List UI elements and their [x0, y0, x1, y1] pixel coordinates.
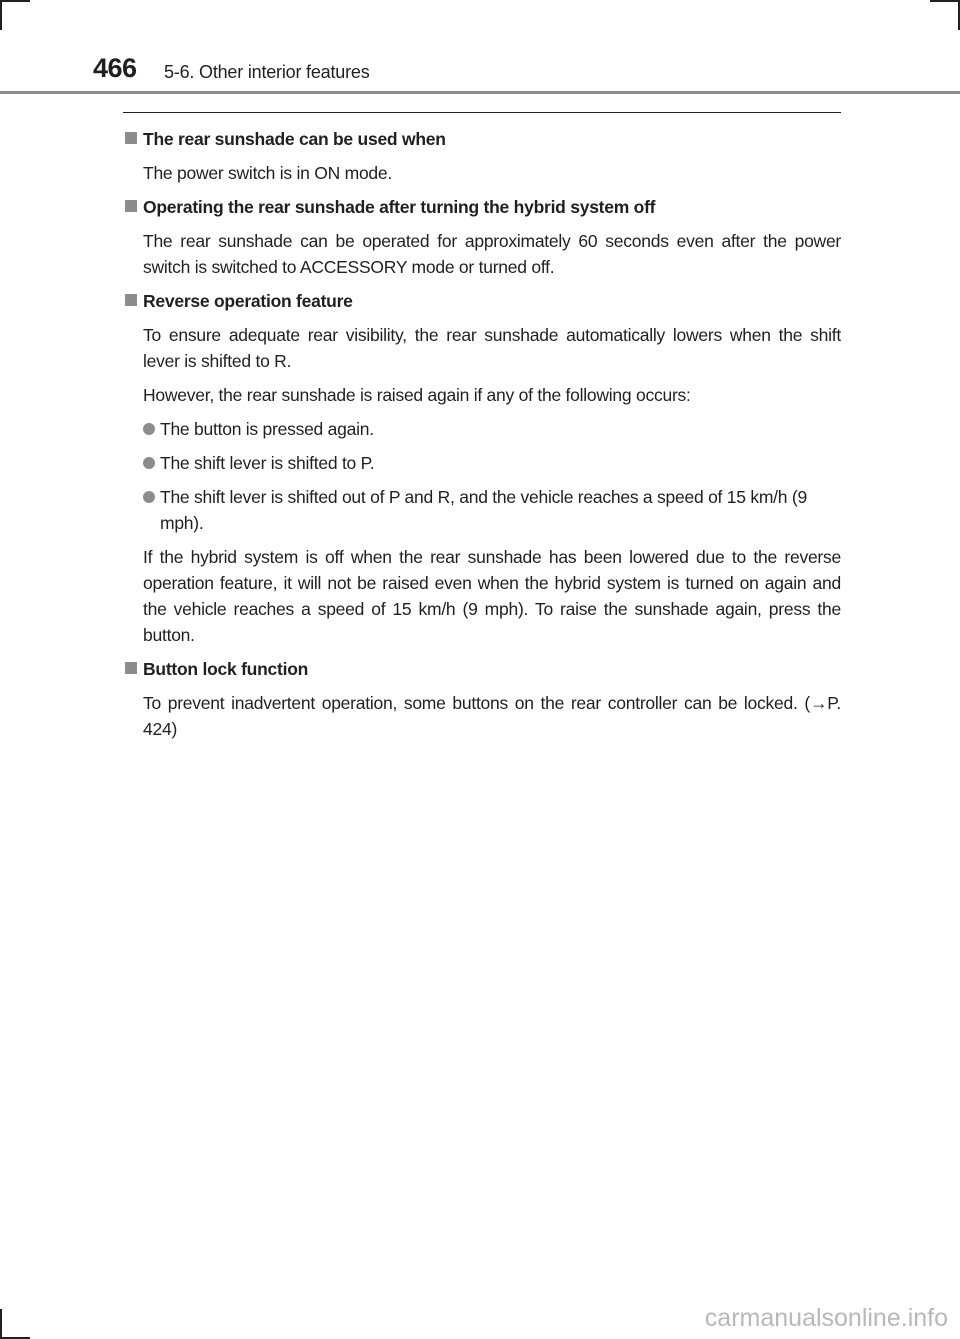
topic-button-lock — [125, 656, 841, 742]
square-bullet-icon — [125, 662, 137, 674]
content-rule — [123, 112, 841, 113]
paragraph: The power switch is in ON mode. — [143, 163, 393, 183]
page-content — [125, 126, 841, 750]
circle-bullet-icon — [143, 423, 155, 435]
circle-bullet-icon — [143, 491, 155, 503]
topic-heading-text: Reverse operation feature — [143, 291, 353, 311]
square-bullet-icon — [125, 132, 137, 144]
page-header — [0, 0, 960, 95]
watermark: carmanualsonline.info — [704, 1304, 948, 1332]
square-bullet-icon — [125, 200, 137, 212]
list-item — [143, 484, 841, 536]
list-item — [143, 450, 841, 476]
topic-reverse-operation — [125, 288, 841, 648]
list-item-text: The button is pressed again. — [160, 419, 374, 439]
paragraph: The rear sunshade can be operated for approximately 60 seconds even after the power switch is switched to ACCESSORY mode or turned off. — [143, 231, 841, 277]
page-number: 466 — [93, 53, 137, 83]
list-item-text: The shift lever is shifted out of P and R, and the vehicle reaches a speed of 15 km/h (9 mph). — [160, 487, 807, 533]
topic-heading — [125, 126, 841, 152]
topic-heading-text: The rear sunshade can be used when — [143, 129, 446, 149]
topic-heading — [125, 194, 841, 220]
square-bullet-icon — [125, 294, 137, 306]
list-item — [143, 416, 841, 442]
section-title: 5-6. Other interior features — [164, 62, 370, 82]
circle-bullet-icon — [143, 457, 155, 469]
topic-heading — [125, 288, 841, 314]
paragraph: To ensure adequate rear visibility, the rear sunshade automatically lowers when the shift lever is shifted to R. — [143, 325, 841, 371]
topic-heading-text: Operating the rear sunshade after turning the hybrid system off — [143, 197, 656, 217]
paragraph: If the hybrid system is off when the rear sunshade has been lowered due to the reverse operation feature, it will not be raised even when the hybrid system is turned on again and the vehicle reaches a speed of 15 km/h (9 mph). To raise the sunshade again, press the button. — [143, 547, 841, 645]
topic-usage-condition — [125, 126, 841, 186]
header-rule — [0, 91, 960, 94]
topic-heading — [125, 656, 841, 682]
topic-operation-after-off — [125, 194, 841, 280]
paragraph: To prevent inadvertent operation, some buttons on the rear controller can be locked. (→P. 424) — [143, 693, 841, 739]
list-item-text: The shift lever is shifted to P. — [160, 453, 375, 473]
paragraph: However, the rear sunshade is raised again if any of the following occurs: — [143, 385, 691, 405]
crop-mark-bottom-left-vertical — [0, 1309, 2, 1339]
topic-heading-text: Button lock function — [143, 659, 309, 679]
